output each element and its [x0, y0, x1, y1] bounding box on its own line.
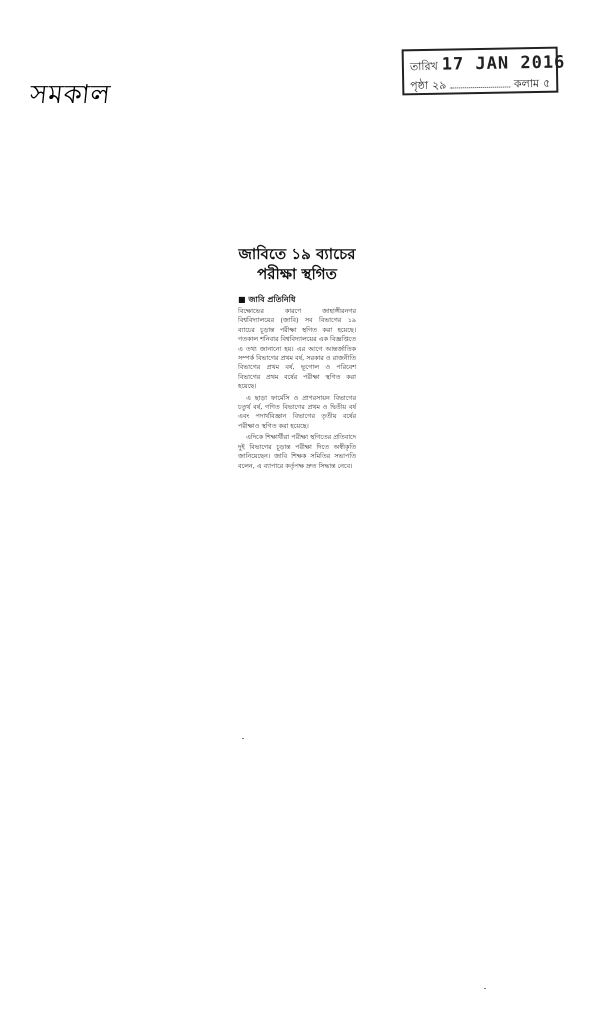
stamp-page-value: ২৯ [431, 78, 447, 92]
news-article [238, 244, 356, 473]
scan-speck [242, 738, 244, 739]
stamp-date-label: তারিখ [409, 59, 438, 74]
masthead-name: সমকাল [28, 80, 113, 110]
headline-line-1: জাবিতে ১৯ ব্যাচের [238, 245, 356, 263]
stamp-column-value: ৫ [542, 76, 551, 90]
article-paragraph-3: এদিকে শিক্ষার্থীরা পরীক্ষা স্থগিতের প্রতিবাদে দুই বিভাগের চূড়ান্ত পরীক্ষা দিতে অস্বীকৃতি জানিয়েছেন। জাবি শিক্ষক সমিতির সভাপতি বলেন, এ ব্যাপারে কর্তৃপক্ষ দ্রুত সিদ্ধান্ত নেবে। [238, 433, 356, 470]
article-dateline: ■ জাবি প্রতিনিধি [238, 295, 296, 304]
stamp-page-row [410, 75, 550, 96]
clipping-date-stamp [402, 47, 566, 96]
article-paragraph-2: এ ছাড়া ফার্মেসি ও প্রাণরসায়ন বিভাগের চতুর্থ বর্ষ, গণিত বিভাগের প্রথম ও দ্বিতীয় বর্ষ এবং পদার্থবিজ্ঞান বিভাগের তৃতীয় বর্ষের পরীক্ষাও স্থগিত করা হয়েছে। [238, 393, 356, 430]
stamp-page-label: পৃষ্ঠা [410, 78, 429, 93]
stamp-date-row [409, 52, 566, 77]
stamp-dotted-line [450, 86, 510, 88]
stamp-date-value: 17 JAN 2016 [441, 52, 566, 75]
scan-speck [484, 988, 486, 989]
headline-line-2: পরীক্ষা স্থগিত [257, 265, 337, 283]
stamp-column-label: কলাম [513, 76, 540, 91]
article-paragraph-1: বিক্ষোভের কারণে জাহাঙ্গীরনগর বিশ্ববিদ্যালয়ের (জাবি) সব বিভাগের ১৯ ব্যাচের চূড়ান্ত পরীক্ষা স্থগিত করা হয়েছে। গতকাল শনিবার বিশ্ববিদ্যালয়ের এক বিজ্ঞপ্তিতে এ তথ্য জানানো হয়। এর আগে আন্তর্জাতিক সম্পর্ক বিভাগের প্রথম বর্ষ, সরকার ও রাজনীতি বিভাগের প্রথম বর্ষ, ভূগোল ও পরিবেশ বিভাগের প্রথম বর্ষের পরীক্ষা স্থগিত করা হয়েছে। [238, 307, 356, 391]
newspaper-masthead [28, 74, 113, 118]
article-headline [238, 244, 356, 284]
